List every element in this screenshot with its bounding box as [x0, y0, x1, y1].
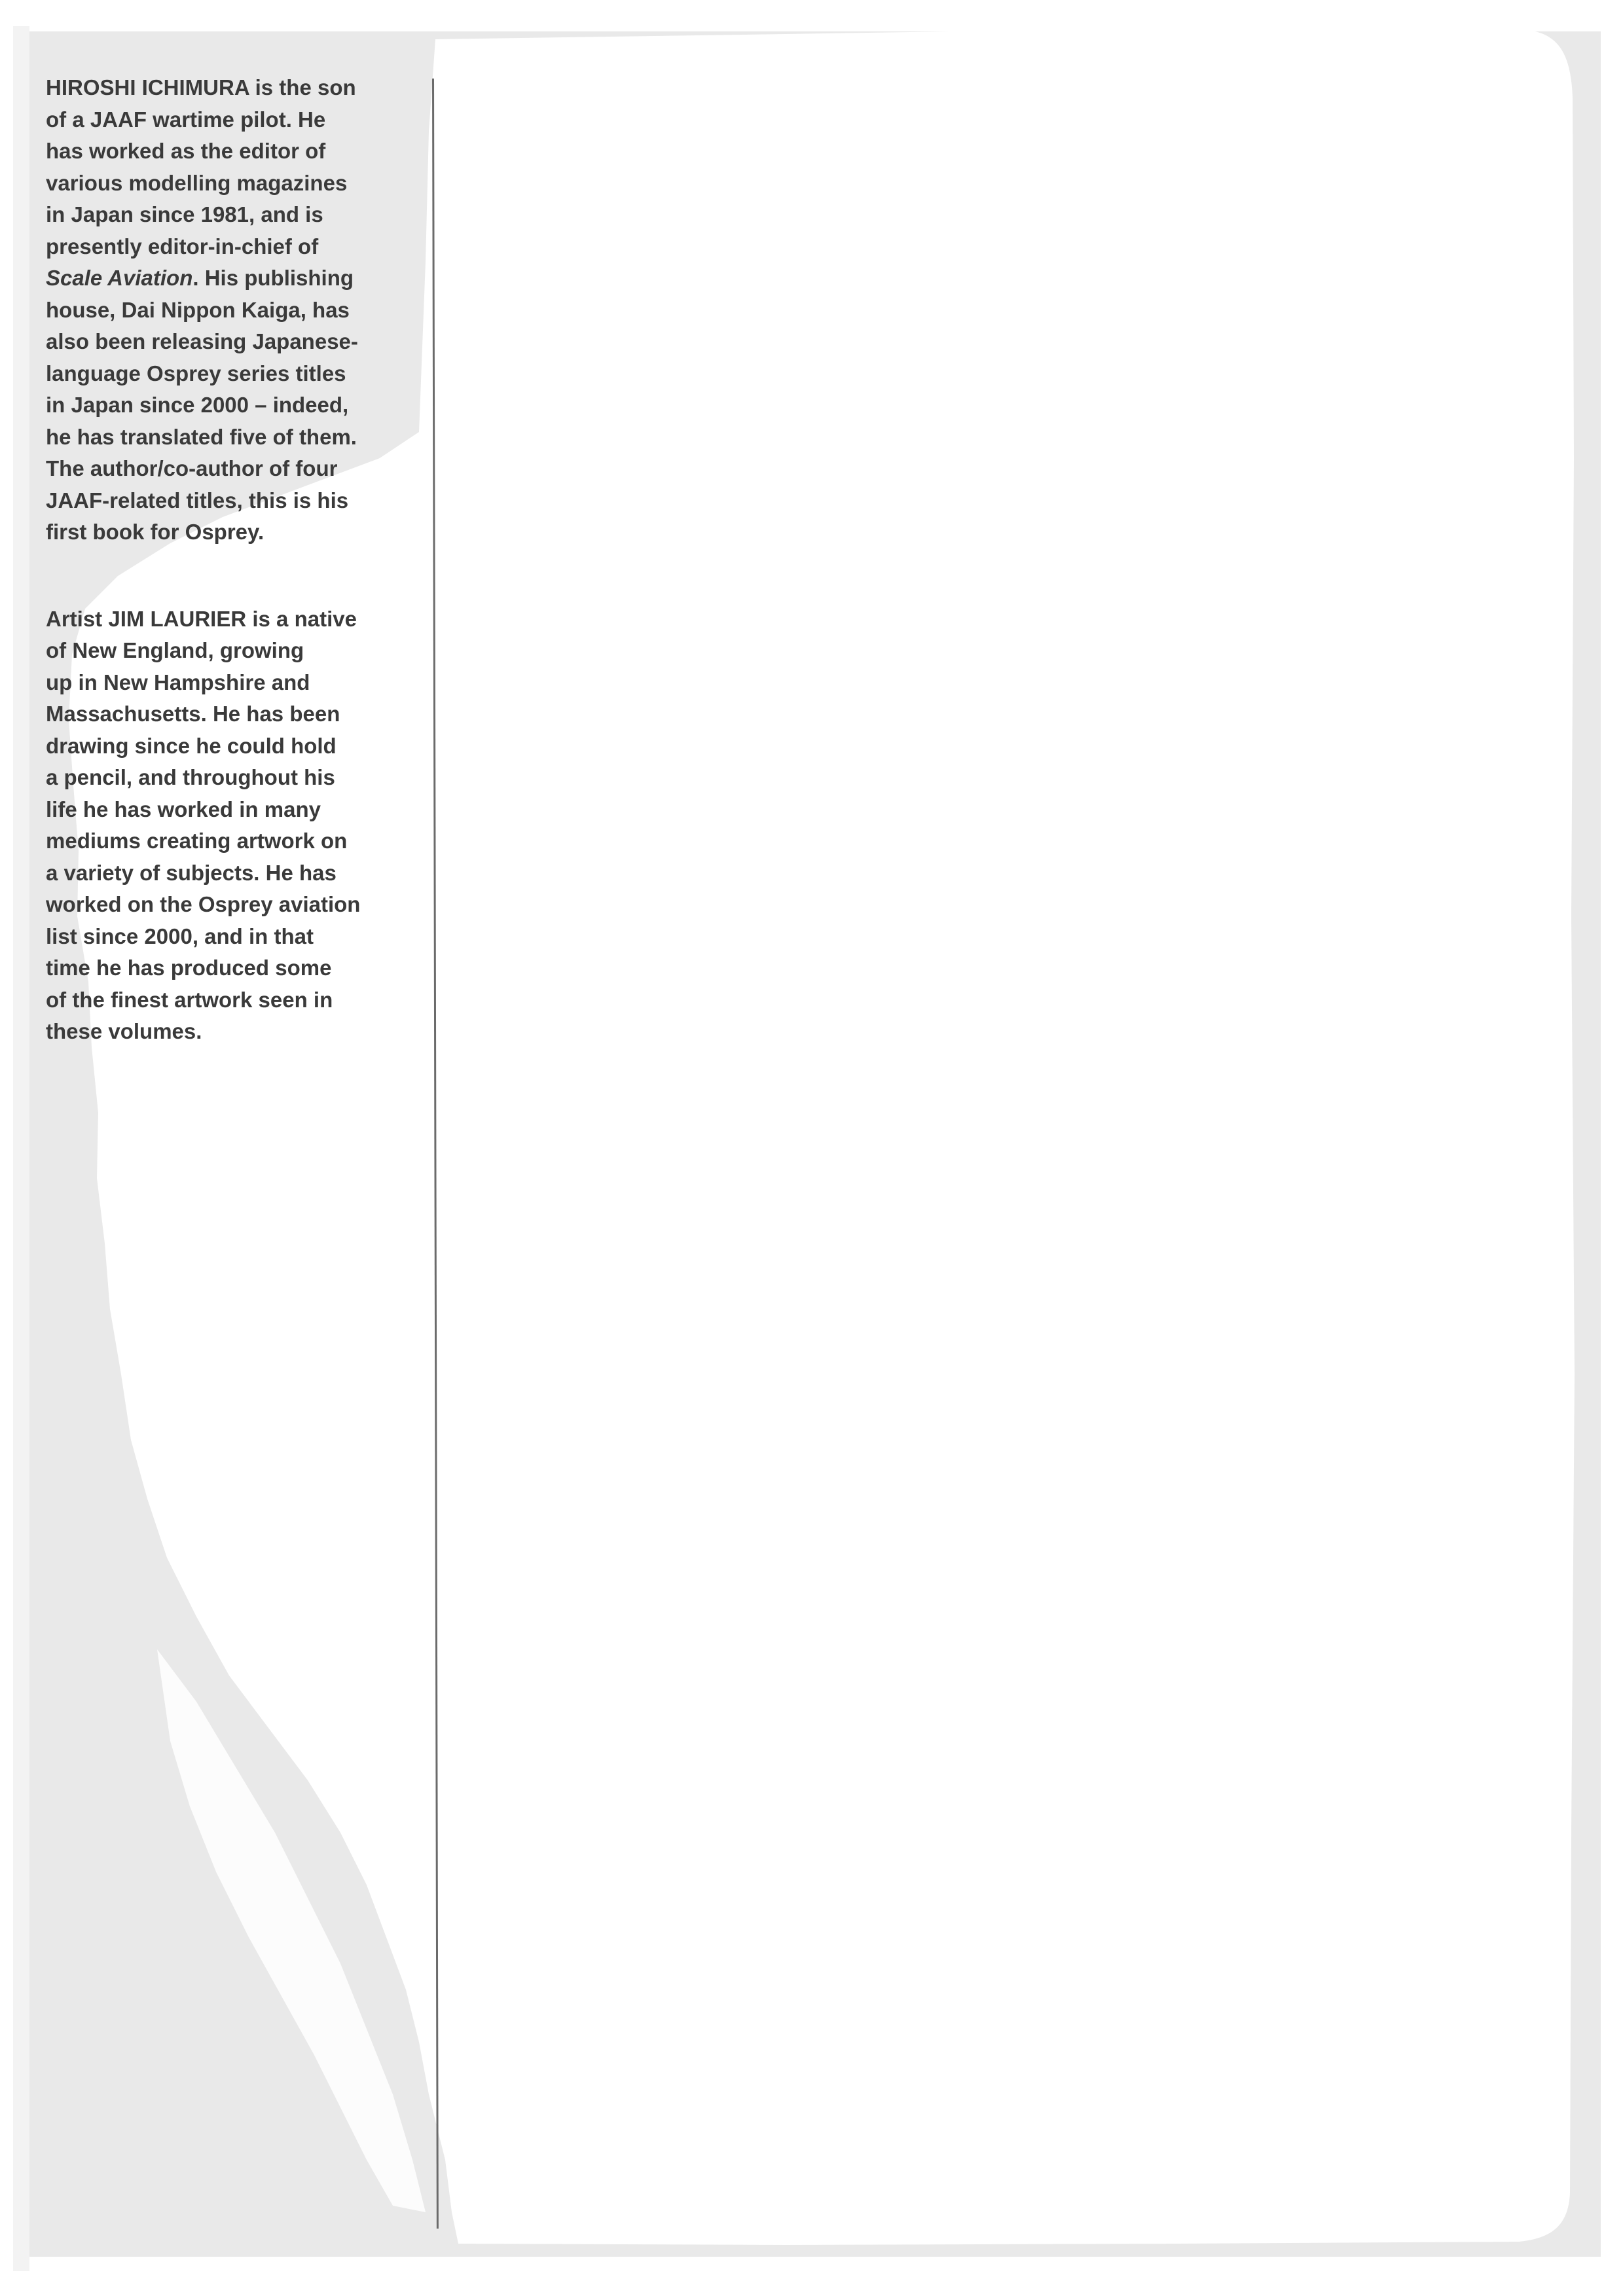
author-bio-line	[46, 262, 412, 295]
author-bio-line: also been releasing Japanese-	[46, 329, 358, 353]
author-bio-line: The author/co-author of four	[46, 456, 338, 480]
author-bio-line: various modelling magazines	[46, 170, 348, 195]
artist-bio-line: of the finest artwork seen in	[46, 987, 333, 1012]
author-bio-line: HIROSHI ICHIMURA is the son	[46, 75, 356, 99]
author-bio-line: has worked as the editor of	[46, 139, 326, 163]
magazine-title: Scale Aviation	[46, 266, 193, 290]
author-bio-line: in Japan since 1981, and is	[46, 202, 323, 226]
artist-bio-line: these volumes.	[46, 1019, 202, 1043]
artist-bio-line: up in New Hampshire and	[46, 670, 310, 694]
artist-bio-line: time he has produced some	[46, 956, 332, 980]
author-bio-line: language Osprey series titles	[46, 361, 346, 386]
artist-bio-line: worked on the Osprey aviation	[46, 892, 361, 916]
artist-bio-line: life he has worked in many	[46, 797, 321, 821]
author-bio-line: in Japan since 2000 – indeed,	[46, 393, 349, 417]
author-bio-line-rest: . His publishing	[192, 266, 354, 290]
author-bio-line: first book for Osprey.	[46, 520, 264, 544]
author-bio-line: JAAF-related titles, this is his	[46, 488, 349, 512]
artist-bio-line: drawing since he could hold	[46, 733, 337, 758]
artist-bio	[46, 603, 412, 1048]
artist-bio-line: Massachusetts. He has been	[46, 702, 340, 726]
author-bio-line: presently editor-in-chief of	[46, 234, 319, 259]
artist-bio-line: of New England, growing	[46, 638, 304, 662]
artist-bio-line: a variety of subjects. He has	[46, 860, 337, 885]
author-bio-line: he has translated five of them.	[46, 424, 357, 449]
author-bio-line: house, Dai Nippon Kaiga, has	[46, 297, 350, 322]
artist-bio-line: a pencil, and throughout his	[46, 765, 335, 789]
artist-bio-line: Artist JIM LAURIER is a native	[46, 606, 357, 631]
artist-bio-line: list since 2000, and in that	[46, 924, 314, 948]
author-bio	[46, 72, 412, 548]
artist-bio-line: mediums creating artwork on	[46, 829, 348, 853]
author-bio-line: of a JAAF wartime pilot. He	[46, 107, 326, 132]
bio-column	[46, 72, 412, 1048]
